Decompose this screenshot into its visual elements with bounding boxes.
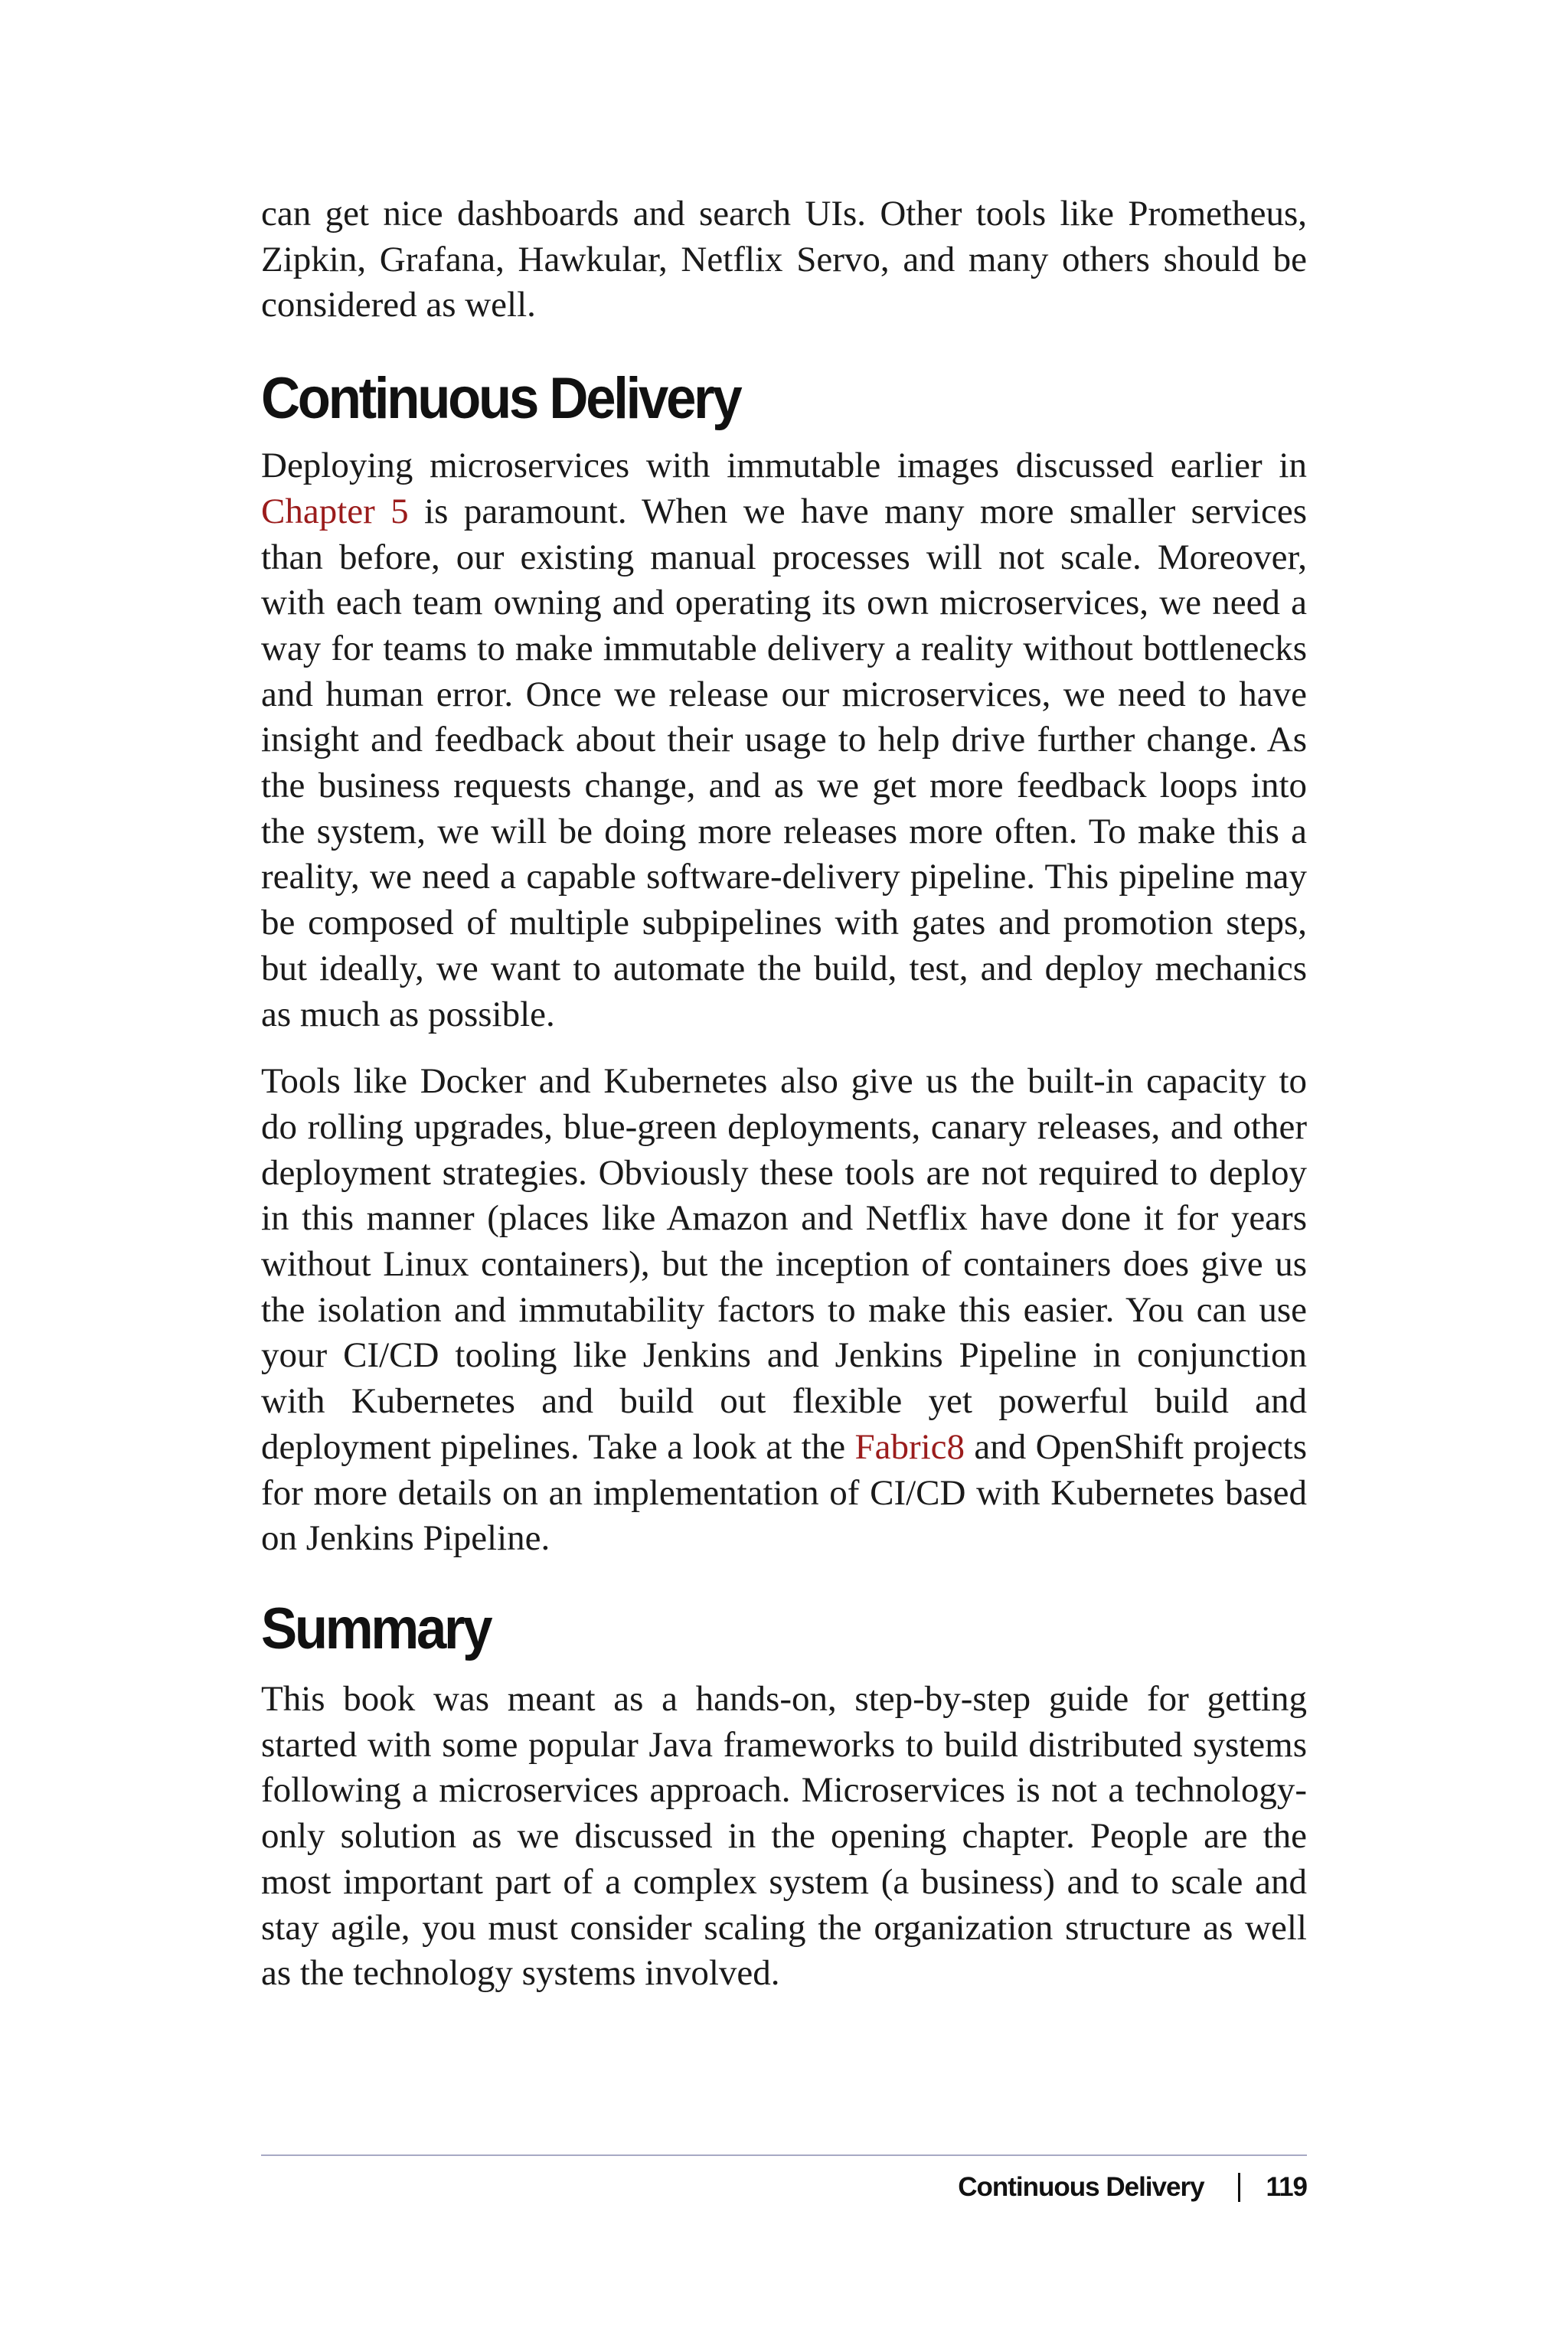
continuous-delivery-paragraph-2 [261,1059,1307,1562]
footer-separator [1238,2173,1240,2202]
paragraph-text: is paramount. When we have many more smaller services than before, our existing manual processes will not scale. Moreover, with each team owning and operating its own microservices, we need a way for teams to make immutable delivery a reality without bottlenecks and human error. Once we release our microservices, we need to have insight and feedback about their usage to help drive further change. As the business requests change, and as we get more feedback loops into the system, we will be doing more releases more often. To make this a reality, we need a capable software-delivery pipeline. This pipeline may be composed of multiple subpipelines with gates and promotion steps, but ideally, we want to automate the build, test, and deploy mechanics as much as possible. [261,491,1308,1034]
section-heading-continuous-delivery: Continuous Delivery [261,366,740,432]
intro-paragraph: can get nice dashboards and search UIs. Other tools like Prometheus, Zipkin, Grafana, Hawkular, Netflix Servo, and many others should be considered as well. [261,194,1307,325]
footer-divider [261,2154,1307,2156]
paragraph-text: Deploying microservices with immutable images discussed earlier in [261,446,1307,486]
fabric8-link[interactable]: Fabric8 [854,1426,965,1467]
paragraph-text: and OpenShift projects for more details on an implementation of CI/CD with Kubernetes based on Jenkins Pipeline. [261,1426,1307,1559]
continuous-delivery-paragraph-1 [261,443,1307,1037]
page-content [261,191,1307,1997]
chapter-5-link[interactable]: Chapter 5 [261,491,409,531]
running-footer [261,2168,1307,2207]
summary-paragraph: This book was meant as a hands-on, step-by-step guide for getting started with some popular Java frameworks to build distributed systems following a microservices approach. Microservices is not a technology-only solution as we discussed in the opening chapter. People are the most important part of a complex system (a business) and to scale and stay agile, you must consider scaling the organization structure as well as the technology systems involved. [261,1678,1307,1994]
footer-section-title: Continuous Delivery [958,2172,1204,2202]
paragraph-text: Tools like Docker and Kubernetes also give us the built-in capacity to do rolling upgrades, blue-green deployments, canary releases, and other deployment strategies. Obviously these tools are not required to deploy in this manner (places like Amazon and Netflix have done it for years without Linux containers), but the inception of containers does give us the isolation and immutability factors to make this easier. You can use your CI/CD tooling like Jenkins and Jenkins Pipeline in conjunction with Kubernetes and build out flexible yet powerful build and deployment pipelines. Take a look at the [261,1061,1307,1467]
page-number: 119 [1266,2172,1307,2202]
section-heading-summary: Summary [261,1596,491,1661]
